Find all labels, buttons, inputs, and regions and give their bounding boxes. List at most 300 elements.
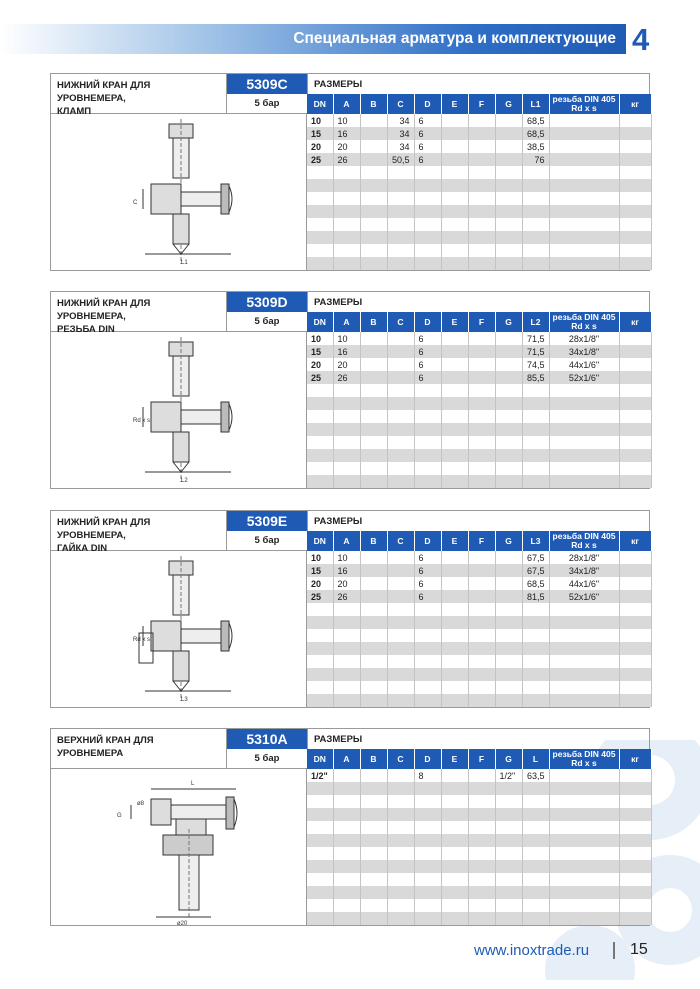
table-row — [307, 257, 651, 270]
table-cell — [387, 423, 414, 436]
table-cell — [619, 808, 651, 821]
column-header: DN — [307, 749, 333, 769]
table-cell — [307, 886, 333, 899]
table-cell — [619, 847, 651, 860]
column-header: B — [360, 749, 387, 769]
table-cell — [441, 564, 468, 577]
table-cell — [307, 410, 333, 423]
table-cell — [333, 694, 360, 707]
table-cell — [333, 899, 360, 912]
column-header: C — [387, 749, 414, 769]
table-cell — [333, 603, 360, 616]
table-cell — [333, 642, 360, 655]
table-cell — [495, 860, 522, 873]
table-cell — [522, 384, 549, 397]
table-cell: 6 — [414, 577, 441, 590]
column-header: F — [468, 312, 495, 332]
table-cell — [495, 358, 522, 371]
table-cell — [387, 205, 414, 218]
valve-drawing — [51, 332, 307, 492]
table-cell — [441, 332, 468, 345]
table-cell — [360, 655, 387, 668]
table-cell — [307, 808, 333, 821]
table-cell — [468, 436, 495, 449]
product-title-line1: ВЕРХНИЙ КРАН ДЛЯ УРОВНЕМЕРА — [57, 735, 154, 759]
column-header-thread — [549, 531, 619, 551]
thread-header-line2: Rd x s — [571, 103, 597, 113]
table-row — [307, 808, 651, 821]
table-cell — [619, 899, 651, 912]
table-cell — [495, 795, 522, 808]
table-cell — [414, 860, 441, 873]
table-cell — [387, 551, 414, 564]
table-cell — [619, 462, 651, 475]
table-cell — [549, 655, 619, 668]
column-header: DN — [307, 312, 333, 332]
column-header: E — [441, 749, 468, 769]
table-cell: 15 — [307, 127, 333, 140]
table-cell — [387, 681, 414, 694]
table-cell: 10 — [333, 332, 360, 345]
table-row — [307, 694, 651, 707]
table-row — [307, 899, 651, 912]
table-cell — [307, 192, 333, 205]
table-cell — [387, 410, 414, 423]
table-cell — [387, 564, 414, 577]
table-row — [307, 244, 651, 257]
table-cell — [522, 475, 549, 488]
table-cell — [522, 603, 549, 616]
table-cell — [307, 179, 333, 192]
table-cell — [549, 616, 619, 629]
table-cell — [360, 244, 387, 257]
table-cell: 6 — [414, 140, 441, 153]
table-row — [307, 564, 651, 577]
table-cell — [522, 244, 549, 257]
table-cell — [414, 218, 441, 231]
table-cell — [360, 564, 387, 577]
table-cell: 28x1/8" — [549, 551, 619, 564]
table-cell — [333, 384, 360, 397]
table-cell — [495, 397, 522, 410]
valve-drawing — [51, 769, 307, 929]
table-cell — [307, 166, 333, 179]
column-header: L2 — [522, 312, 549, 332]
dimensions-table — [307, 94, 652, 270]
table-cell — [333, 397, 360, 410]
table-cell — [441, 860, 468, 873]
table-cell — [468, 449, 495, 462]
section-label: РАЗМЕРЫ — [307, 729, 651, 749]
table-cell: 10 — [333, 551, 360, 564]
table-cell — [522, 436, 549, 449]
table-cell — [360, 371, 387, 384]
table-cell — [441, 397, 468, 410]
table-cell — [414, 436, 441, 449]
footer-website-link[interactable]: www.inoxtrade.ru — [474, 942, 590, 959]
table-cell — [619, 616, 651, 629]
column-header: L1 — [522, 94, 549, 114]
table-cell — [441, 114, 468, 127]
table-cell — [414, 231, 441, 244]
table-cell — [495, 834, 522, 847]
table-row — [307, 179, 651, 192]
table-cell: 16 — [333, 345, 360, 358]
table-cell — [414, 397, 441, 410]
table-cell — [333, 179, 360, 192]
table-cell — [387, 655, 414, 668]
table-cell — [414, 629, 441, 642]
table-cell — [549, 847, 619, 860]
table-cell — [522, 257, 549, 270]
table-cell — [468, 551, 495, 564]
table-cell — [360, 577, 387, 590]
table-cell: 52x1/6" — [549, 371, 619, 384]
table-cell — [441, 629, 468, 642]
table-cell — [619, 475, 651, 488]
table-row — [307, 795, 651, 808]
table-cell — [522, 423, 549, 436]
table-cell — [360, 345, 387, 358]
table-cell — [495, 655, 522, 668]
table-cell — [307, 205, 333, 218]
table-cell — [387, 462, 414, 475]
table-cell — [495, 603, 522, 616]
table-cell — [619, 577, 651, 590]
table-cell — [495, 694, 522, 707]
table-row — [307, 166, 651, 179]
table-cell — [387, 371, 414, 384]
table-cell — [441, 655, 468, 668]
table-cell — [619, 655, 651, 668]
table-cell — [441, 782, 468, 795]
table-cell — [414, 821, 441, 834]
column-header-thread — [549, 749, 619, 769]
table-cell — [522, 231, 549, 244]
table-cell — [441, 218, 468, 231]
table-cell — [360, 834, 387, 847]
table-cell — [333, 257, 360, 270]
table-cell — [387, 384, 414, 397]
table-cell — [549, 153, 619, 166]
table-cell — [387, 577, 414, 590]
table-cell: 1/2" — [307, 769, 333, 782]
table-cell — [468, 886, 495, 899]
table-cell — [468, 475, 495, 488]
product-block-5309d — [50, 291, 650, 489]
table-cell — [441, 166, 468, 179]
table-cell — [495, 847, 522, 860]
product-block-5309c — [50, 73, 650, 271]
table-cell — [522, 681, 549, 694]
table-cell — [468, 114, 495, 127]
product-block-5309e — [50, 510, 650, 708]
thread-header-line1: резьба DIN 405 — [552, 312, 616, 322]
table-cell — [387, 244, 414, 257]
table-cell — [468, 205, 495, 218]
table-cell — [468, 590, 495, 603]
table-cell — [522, 642, 549, 655]
table-cell — [333, 462, 360, 475]
table-cell: 74,5 — [522, 358, 549, 371]
table-cell — [549, 410, 619, 423]
table-cell — [333, 192, 360, 205]
table-cell — [360, 629, 387, 642]
table-cell — [619, 795, 651, 808]
table-cell — [468, 616, 495, 629]
column-header-thread — [549, 312, 619, 332]
column-header: G — [495, 312, 522, 332]
table-cell — [549, 629, 619, 642]
table-cell — [307, 642, 333, 655]
table-cell — [619, 205, 651, 218]
pressure-rating: 5 бар — [227, 531, 307, 551]
table-cell — [441, 462, 468, 475]
table-cell — [522, 629, 549, 642]
table-row — [307, 860, 651, 873]
valve-drawing — [51, 114, 307, 274]
table-cell — [387, 821, 414, 834]
table-row — [307, 358, 651, 371]
dimensions-table — [307, 312, 652, 488]
product-title-line1: НИЖНИЙ КРАН ДЛЯ УРОВНЕМЕРА, — [57, 298, 151, 322]
table-cell — [468, 577, 495, 590]
table-cell — [522, 397, 549, 410]
table-row — [307, 205, 651, 218]
table-row — [307, 397, 651, 410]
column-header: C — [387, 94, 414, 114]
table-cell — [333, 808, 360, 821]
table-cell — [468, 564, 495, 577]
table-cell — [333, 166, 360, 179]
column-header: B — [360, 531, 387, 551]
table-cell — [387, 449, 414, 462]
table-cell — [333, 886, 360, 899]
table-cell — [360, 886, 387, 899]
table-cell: 6 — [414, 332, 441, 345]
table-cell — [360, 205, 387, 218]
table-cell — [495, 886, 522, 899]
dim-label: L2 — [181, 478, 188, 484]
table-cell — [307, 449, 333, 462]
column-header: DN — [307, 531, 333, 551]
table-cell — [360, 603, 387, 616]
table-row — [307, 231, 651, 244]
table-cell: 50,5 — [387, 153, 414, 166]
table-cell — [619, 423, 651, 436]
table-row — [307, 127, 651, 140]
table-cell — [360, 384, 387, 397]
page-number: 15 — [630, 941, 648, 958]
table-row — [307, 590, 651, 603]
table-cell — [387, 257, 414, 270]
table-cell — [549, 681, 619, 694]
table-cell — [619, 603, 651, 616]
table-cell — [441, 257, 468, 270]
product-block-5310a — [50, 728, 650, 926]
dim-label: Rd x s — [133, 418, 151, 424]
table-cell — [549, 397, 619, 410]
table-cell — [495, 577, 522, 590]
product-code: 5309C — [227, 74, 307, 94]
table-cell — [360, 847, 387, 860]
table-cell — [495, 231, 522, 244]
table-cell — [414, 449, 441, 462]
column-header: G — [495, 749, 522, 769]
table-cell — [619, 886, 651, 899]
table-cell: 6 — [414, 564, 441, 577]
table-cell: 16 — [333, 564, 360, 577]
dim-label: L — [191, 781, 195, 787]
table-cell — [414, 616, 441, 629]
table-cell — [360, 912, 387, 925]
table-cell — [441, 231, 468, 244]
column-header: D — [414, 94, 441, 114]
table-cell — [360, 475, 387, 488]
table-cell — [387, 475, 414, 488]
table-cell: 20 — [333, 140, 360, 153]
table-cell — [468, 681, 495, 694]
table-cell: 71,5 — [522, 345, 549, 358]
table-cell — [468, 769, 495, 782]
table-cell: 6 — [414, 590, 441, 603]
table-cell — [468, 244, 495, 257]
table-cell — [495, 808, 522, 821]
table-cell — [441, 127, 468, 140]
table-cell — [360, 899, 387, 912]
table-row — [307, 769, 651, 782]
table-cell — [549, 244, 619, 257]
table-cell — [522, 410, 549, 423]
table-row — [307, 371, 651, 384]
table-cell — [307, 603, 333, 616]
table-cell — [333, 847, 360, 860]
table-cell — [441, 345, 468, 358]
table-row — [307, 384, 651, 397]
table-cell — [468, 166, 495, 179]
table-cell: 34 — [387, 127, 414, 140]
table-cell — [549, 834, 619, 847]
table-cell — [387, 694, 414, 707]
table-cell — [468, 860, 495, 873]
table-cell — [549, 114, 619, 127]
table-cell — [441, 410, 468, 423]
table-cell — [360, 332, 387, 345]
table-cell — [468, 668, 495, 681]
table-cell — [307, 384, 333, 397]
table-cell — [619, 218, 651, 231]
column-header: E — [441, 94, 468, 114]
table-cell — [414, 257, 441, 270]
table-cell — [414, 603, 441, 616]
column-header: L3 — [522, 531, 549, 551]
product-title-line1: НИЖНИЙ КРАН ДЛЯ УРОВНЕМЕРА, — [57, 517, 151, 541]
table-cell: 8 — [414, 769, 441, 782]
dim-label: L1 — [181, 260, 188, 266]
table-cell — [307, 899, 333, 912]
table-cell — [619, 397, 651, 410]
table-cell — [468, 847, 495, 860]
table-cell — [495, 332, 522, 345]
table-cell — [468, 912, 495, 925]
table-cell — [549, 166, 619, 179]
table-cell — [549, 821, 619, 834]
table-cell — [333, 423, 360, 436]
column-header: F — [468, 749, 495, 769]
table-cell — [360, 231, 387, 244]
table-cell — [619, 332, 651, 345]
table-cell: 6 — [414, 114, 441, 127]
table-cell — [441, 912, 468, 925]
column-header: G — [495, 94, 522, 114]
column-header: B — [360, 312, 387, 332]
table-row — [307, 551, 651, 564]
table-cell: 68,5 — [522, 127, 549, 140]
table-cell — [619, 642, 651, 655]
table-cell — [360, 821, 387, 834]
column-header: A — [333, 312, 360, 332]
product-title-line2: РЕЗЬБА DIN — [57, 324, 115, 335]
table-cell — [387, 873, 414, 886]
table-cell — [619, 821, 651, 834]
table-cell — [387, 397, 414, 410]
table-cell — [441, 834, 468, 847]
table-row — [307, 629, 651, 642]
table-cell — [468, 345, 495, 358]
table-cell — [549, 462, 619, 475]
column-header: кг — [619, 749, 651, 769]
table-cell — [441, 358, 468, 371]
table-cell — [414, 795, 441, 808]
table-cell — [619, 590, 651, 603]
table-cell: 68,5 — [522, 577, 549, 590]
table-cell: 52x1/6" — [549, 590, 619, 603]
table-cell — [522, 616, 549, 629]
table-cell — [360, 436, 387, 449]
table-cell — [387, 166, 414, 179]
table-cell — [549, 179, 619, 192]
table-cell — [522, 795, 549, 808]
table-cell — [495, 436, 522, 449]
table-cell — [441, 681, 468, 694]
table-cell — [307, 397, 333, 410]
table-cell — [495, 205, 522, 218]
column-header: F — [468, 531, 495, 551]
table-cell — [307, 821, 333, 834]
table-cell — [495, 590, 522, 603]
table-cell — [387, 668, 414, 681]
table-cell — [387, 860, 414, 873]
column-header: D — [414, 312, 441, 332]
table-cell — [360, 462, 387, 475]
table-cell — [387, 847, 414, 860]
table-cell — [619, 345, 651, 358]
table-cell: 67,5 — [522, 564, 549, 577]
table-cell — [549, 886, 619, 899]
table-cell — [619, 782, 651, 795]
table-cell — [387, 899, 414, 912]
table-cell — [549, 218, 619, 231]
table-cell — [387, 616, 414, 629]
table-cell: 71,5 — [522, 332, 549, 345]
column-header: E — [441, 312, 468, 332]
table-cell — [549, 423, 619, 436]
table-cell — [549, 127, 619, 140]
table-cell — [333, 795, 360, 808]
table-cell — [387, 218, 414, 231]
table-cell — [333, 410, 360, 423]
column-header: E — [441, 531, 468, 551]
